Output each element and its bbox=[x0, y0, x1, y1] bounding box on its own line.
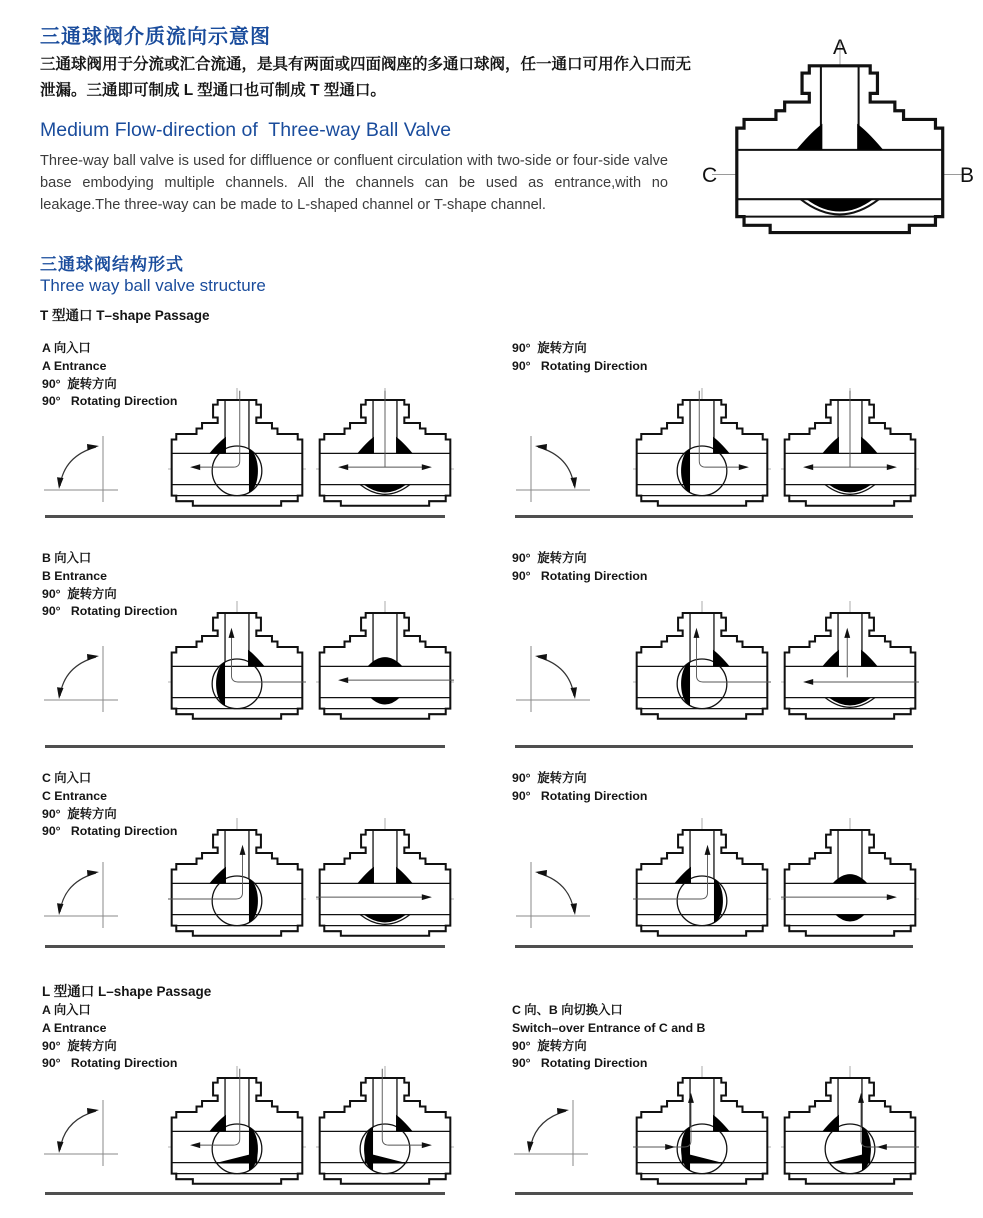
diagram-label-line: C 向、B 向切换入口 bbox=[512, 1003, 623, 1017]
valve-cross-section-l-top-to-left bbox=[168, 1065, 306, 1194]
diagram-label-line: 90° Rotating Direction bbox=[512, 1056, 648, 1071]
diagram-label-line: A Entrance bbox=[42, 358, 107, 373]
diagram-label-line: 90° 旋转方向 bbox=[512, 551, 587, 565]
diagram-label-line: B 向入口 bbox=[42, 551, 92, 565]
rotation-90-arc-icon bbox=[44, 642, 122, 716]
diagram-label-line: 90° Rotating Direction bbox=[42, 394, 178, 409]
separator-line bbox=[515, 1192, 913, 1195]
rotation-indicator-t-c-entrance bbox=[44, 858, 122, 932]
valve-cross-section-right-to-up bbox=[168, 600, 306, 729]
valve-figure-t-a-entrance-2 bbox=[316, 387, 454, 516]
page-title-zh: 三通球阀介质流向示意图 bbox=[40, 26, 271, 48]
diagram-label-line: 90° 旋转方向 bbox=[512, 771, 587, 785]
valve-figure-t-a-rotated-1 bbox=[633, 387, 771, 516]
port-label-a: A bbox=[832, 38, 848, 59]
separator-line bbox=[515, 945, 913, 948]
rotation-90-arc-icon bbox=[44, 1096, 122, 1170]
diagram-label-line: 90° Rotating Direction bbox=[42, 824, 178, 839]
valve-figure-t-b-entrance-1 bbox=[168, 600, 306, 729]
separator-line bbox=[45, 945, 445, 948]
valve-cross-section-right-to-up bbox=[633, 600, 771, 729]
block-labels-t-b-rotated bbox=[512, 550, 647, 586]
valve-figure-l-switch-over-1 bbox=[633, 1065, 771, 1194]
diagram-label-line: 90° Rotating Direction bbox=[42, 1056, 178, 1071]
valve-cross-section-right-to-left bbox=[316, 600, 454, 729]
t-passage-heading: T 型通口 T–shape Passage bbox=[40, 308, 210, 323]
valve-figure-t-b-rotated-2 bbox=[781, 600, 919, 729]
rotation-90-arc-icon bbox=[44, 858, 122, 932]
valve-figure-t-c-rotated-1 bbox=[633, 817, 771, 946]
diagram-label-line: 90° Rotating Direction bbox=[512, 358, 648, 373]
valve-cross-section-left-to-up bbox=[633, 817, 771, 946]
valve-cross-section-left-to-right-open bbox=[316, 817, 454, 946]
rotation-90-arc-icon bbox=[514, 432, 592, 506]
rotation-indicator-t-c-rotated bbox=[514, 858, 592, 932]
rotation-indicator-l-switch-over bbox=[514, 1096, 592, 1170]
valve-cross-section-top-to-left bbox=[168, 387, 306, 516]
rotation-indicator-t-a-rotated bbox=[514, 432, 592, 506]
valve-cross-section-l-top-to-right bbox=[316, 1065, 454, 1194]
structure-heading-zh: 三通球阀结构形式 bbox=[40, 255, 184, 274]
valve-cross-section-l-left-to-up bbox=[633, 1065, 771, 1194]
valve-figure-t-b-entrance-2 bbox=[316, 600, 454, 729]
separator-line bbox=[45, 515, 445, 518]
valve-figure-t-c-entrance-1 bbox=[168, 817, 306, 946]
block-labels-t-c-rotated bbox=[512, 770, 647, 806]
diagram-label-line: 90° 旋转方向 bbox=[42, 376, 117, 391]
valve-figure-l-a-entrance-2 bbox=[316, 1065, 454, 1194]
valve-cross-section-left-to-right bbox=[781, 817, 919, 946]
diagram-label-line: Switch–over Entrance of C and B bbox=[512, 1020, 706, 1035]
diagram-label-line: 90° Rotating Direction bbox=[512, 568, 648, 583]
diagram-label-line: 90° 旋转方向 bbox=[42, 806, 117, 821]
valve-figure-l-a-entrance-1 bbox=[168, 1065, 306, 1194]
page-title-en: Medium Flow-direction of Three-way Ball Valve bbox=[40, 119, 452, 141]
block-labels-t-b-entrance bbox=[42, 550, 177, 621]
intro-paragraph-en: Three-way ball valve is used for diffluence or confluent circulation with two-side or four-side valve base embodying multiple channels. All the channels can be used as entrance,with no leakage.The three-way can be made to L-shaped channel or T-shape channel. bbox=[40, 153, 668, 213]
block-labels-t-c-entrance bbox=[42, 770, 177, 841]
valve-figure-l-switch-over-2 bbox=[781, 1065, 919, 1194]
diagram-label-line: 90° 旋转方向 bbox=[42, 586, 117, 601]
diagram-label-line: C 向入口 bbox=[42, 771, 92, 785]
rotation-indicator-t-b-rotated bbox=[514, 642, 592, 716]
rotation-90-arc-icon bbox=[514, 642, 592, 716]
valve-figure-t-c-rotated-2 bbox=[781, 817, 919, 946]
rotation-90-arc-icon bbox=[44, 432, 122, 506]
diagram-label-line: 90° Rotating Direction bbox=[42, 604, 178, 619]
diagram-label-line: 90° Rotating Direction bbox=[512, 788, 648, 803]
diagram-label-line: A 向入口 bbox=[42, 341, 91, 355]
block-labels-t-a-entrance bbox=[42, 340, 177, 411]
diagram-label-line: B Entrance bbox=[42, 568, 107, 583]
rotation-indicator-t-b-entrance bbox=[44, 642, 122, 716]
l-passage-heading: L 型通口 L–shape Passage bbox=[42, 984, 212, 999]
rotation-indicator-l-a-entrance bbox=[44, 1096, 122, 1170]
diagram-label-line: A 向入口 bbox=[42, 1003, 91, 1017]
valve-figure-t-c-entrance-2 bbox=[316, 817, 454, 946]
intro-paragraph-zh: 三通球阀用于分流或汇合流通，是具有两面或四面阀座的多通口球阀，任一通口可用作入口而无泄漏。三通即可制成 L 型通口也可制成 T 型通口。 bbox=[40, 56, 692, 100]
valve-cross-section-top-to-right bbox=[633, 387, 771, 516]
port-label-b: B bbox=[960, 164, 975, 187]
diagram-label-line: A Entrance bbox=[42, 1020, 107, 1035]
separator-line bbox=[515, 515, 913, 518]
valve-cross-section-l-right-to-up bbox=[781, 1065, 919, 1194]
block-labels-l-a-entrance bbox=[42, 1002, 177, 1073]
rotation-90-arc-icon bbox=[514, 858, 592, 932]
diagram-label-line: 90° 旋转方向 bbox=[42, 1038, 117, 1053]
port-label-c: C bbox=[702, 164, 718, 187]
rotation-90-arc-icon bbox=[514, 1096, 592, 1170]
valve-cross-section-top-to-both bbox=[781, 387, 919, 516]
diagram-label-line: 90° 旋转方向 bbox=[512, 1038, 587, 1053]
separator-line bbox=[45, 1192, 445, 1195]
valve-cross-section-right-to-left-and-up bbox=[781, 600, 919, 729]
structure-heading-en: Three way ball valve structure bbox=[40, 276, 266, 295]
separator-line bbox=[515, 745, 913, 748]
diagram-label-line: C Entrance bbox=[42, 788, 107, 803]
valve-figure-t-a-rotated-2 bbox=[781, 387, 919, 516]
separator-line bbox=[45, 745, 445, 748]
block-labels-l-switch-over bbox=[512, 1002, 705, 1073]
block-labels-t-a-rotated bbox=[512, 340, 647, 376]
valve-cross-section-left-to-up bbox=[168, 817, 306, 946]
diagram-label-line: 90° 旋转方向 bbox=[512, 341, 587, 355]
valve-cross-section-top-to-both bbox=[316, 387, 454, 516]
valve-figure-t-a-entrance-1 bbox=[168, 387, 306, 516]
rotation-indicator-t-a-entrance bbox=[44, 432, 122, 506]
valve-figure-t-b-rotated-1 bbox=[633, 600, 771, 729]
